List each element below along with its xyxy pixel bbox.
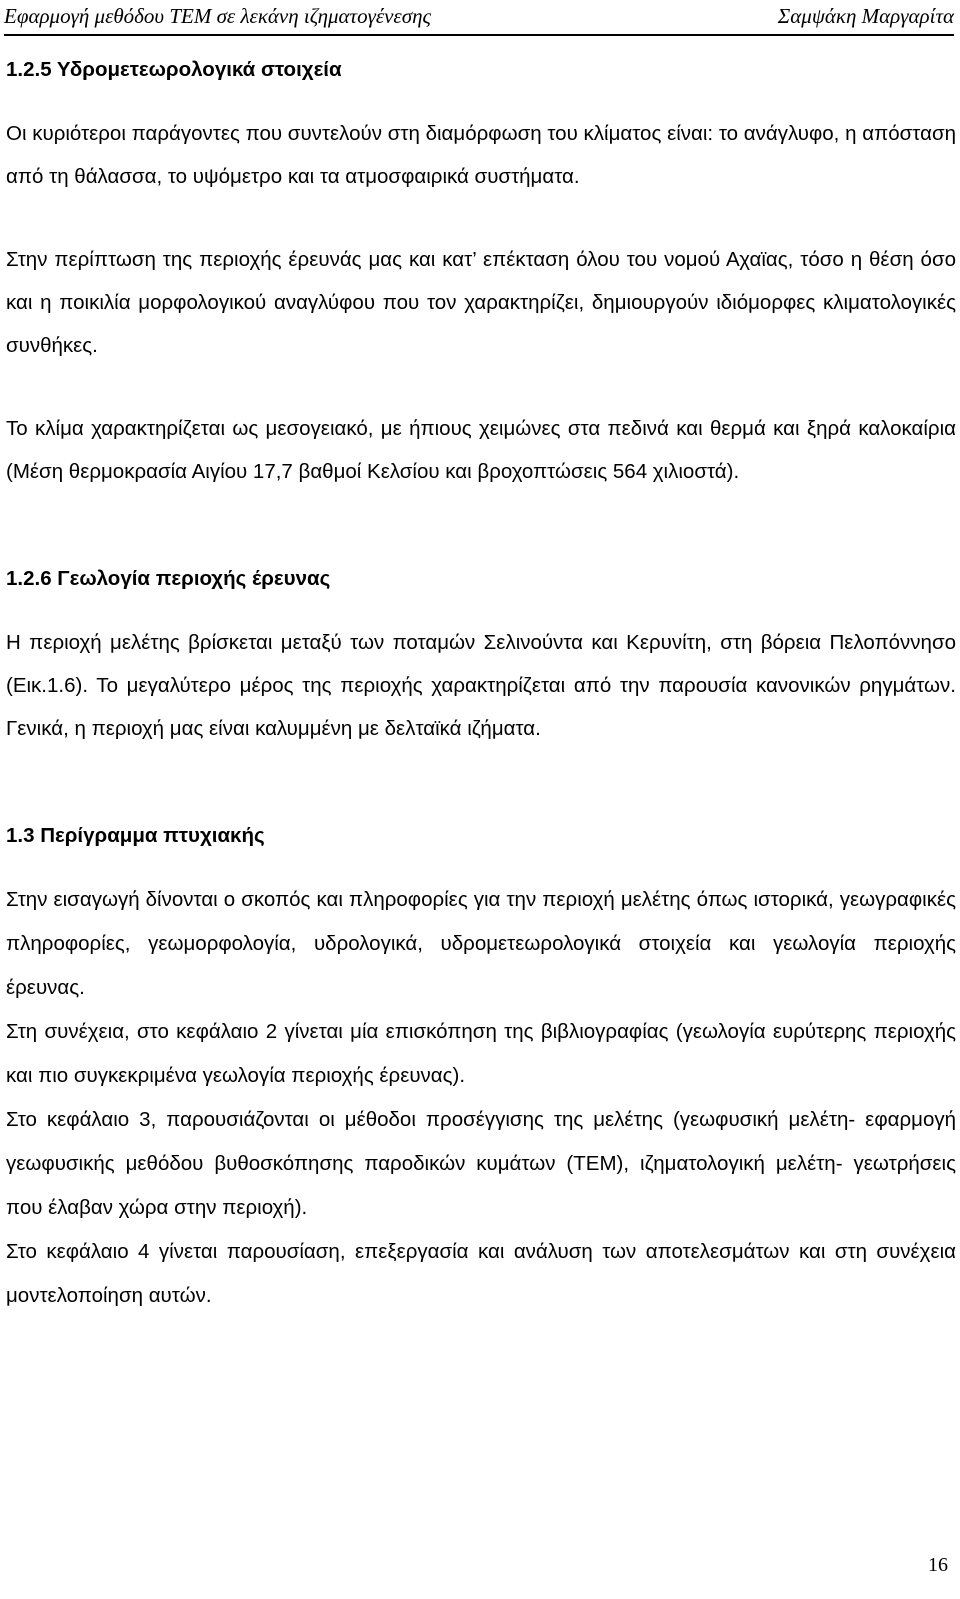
header-document-title: Εφαρμογή μεθόδου TEM σε λεκάνη ιζηματογένεσης [4, 4, 432, 28]
header-author: Σαμψάκη Μαργαρίτα [777, 4, 954, 28]
paragraph-outline-chapter-3: Στο κεφάλαιο 3, παρουσιάζονται οι μέθοδοι προσέγγισης της μελέτης (γεωφυσική μελέτη- εφαρμογή γεωφυσικής μεθόδου βυθοσκόπησης παροδικών κυμάτων (TEM), ιζηματολογική μελέτη- γεωτρήσεις που έλαβαν χώρα στην περιοχή). [6, 1108, 956, 1219]
paragraph-outline-chapter-2: Στη συνέχεια, στο κεφάλαιο 2 γίνεται μία επισκόπηση της βιβλιογραφίας (γεωλογία ευρύτερης περιοχής και πιο συγκεκριμένα γεωλογία περιοχής έρευνας). [6, 1020, 956, 1087]
paragraph-climate-factors: Οι κυριότεροι παράγοντες που συντελούν στη διαμόρφωση του κλίματος είναι: το ανάγλυφο, η απόσταση από τη θάλασσα, το υψόμετρο και τα ατμοσφαιρικά συστήματα. [6, 122, 956, 188]
paragraph-outline-intro: Στην εισαγωγή δίνονται ο σκοπός και πληροφορίες για την περιοχή μελέτης όπως ιστορικά, γεωγραφικές πληροφορίες, γεωμορφολογία, υδρολογικά, υδρομετεωρολογικά στοιχεία και γεωλογία περιοχής έρευνας. [6, 888, 956, 999]
paragraph-mediterranean-climate: Το κλίμα χαρακτηρίζεται ως μεσογειακό, με ήπιους χειμώνες στα πεδινά και θερμά και ξηρά καλοκαίρια (Μέση θερμοκρασία Αιγίου 17,7 βαθμοί Κελσίου και βροχοπτώσεις 564 χιλιοστά). [6, 417, 956, 483]
page-number: 16 [928, 1554, 948, 1576]
section-heading-1-3: 1.3 Περίγραμμα πτυχιακής [6, 824, 265, 847]
section-heading-1-2-5: 1.2.5 Υδρομετεωρολογικά στοιχεία [6, 58, 342, 81]
paragraph-outline-chapter-4: Στο κεφάλαιο 4 γίνεται παρουσίαση, επεξεργασία και ανάλυση των αποτελεσμάτων και στη συνέχεια μοντελοποίηση αυτών. [6, 1240, 956, 1307]
section-heading-1-2-6: 1.2.6 Γεωλογία περιοχής έρευνας [6, 567, 331, 590]
running-header [4, 0, 954, 36]
paragraph-geology: Η περιοχή μελέτης βρίσκεται μεταξύ των ποταμών Σελινούντα και Κερυνίτη, στη βόρεια Πελοπόννησο (Εικ.1.6). Το μεγαλύτερο μέρος της περιοχής χαρακτηρίζεται από την παρουσία κανονικών ρηγμάτων. Γενικά, η περιοχή μας είναι καλυμμένη με δελταϊκά ιζήματα. [6, 631, 956, 740]
paragraph-achaia-conditions: Στην περίπτωση της περιοχής έρευνάς μας και κατ’ επέκταση όλου του νομού Αχαϊας, τόσο η θέση όσο και η ποικιλία μορφολογικού αναγλύφου που τον χαρακτηρίζει, δημιουργούν ιδιόμορφες κλιματολογικές συνθήκες. [6, 248, 956, 357]
page-content [6, 50, 956, 1318]
